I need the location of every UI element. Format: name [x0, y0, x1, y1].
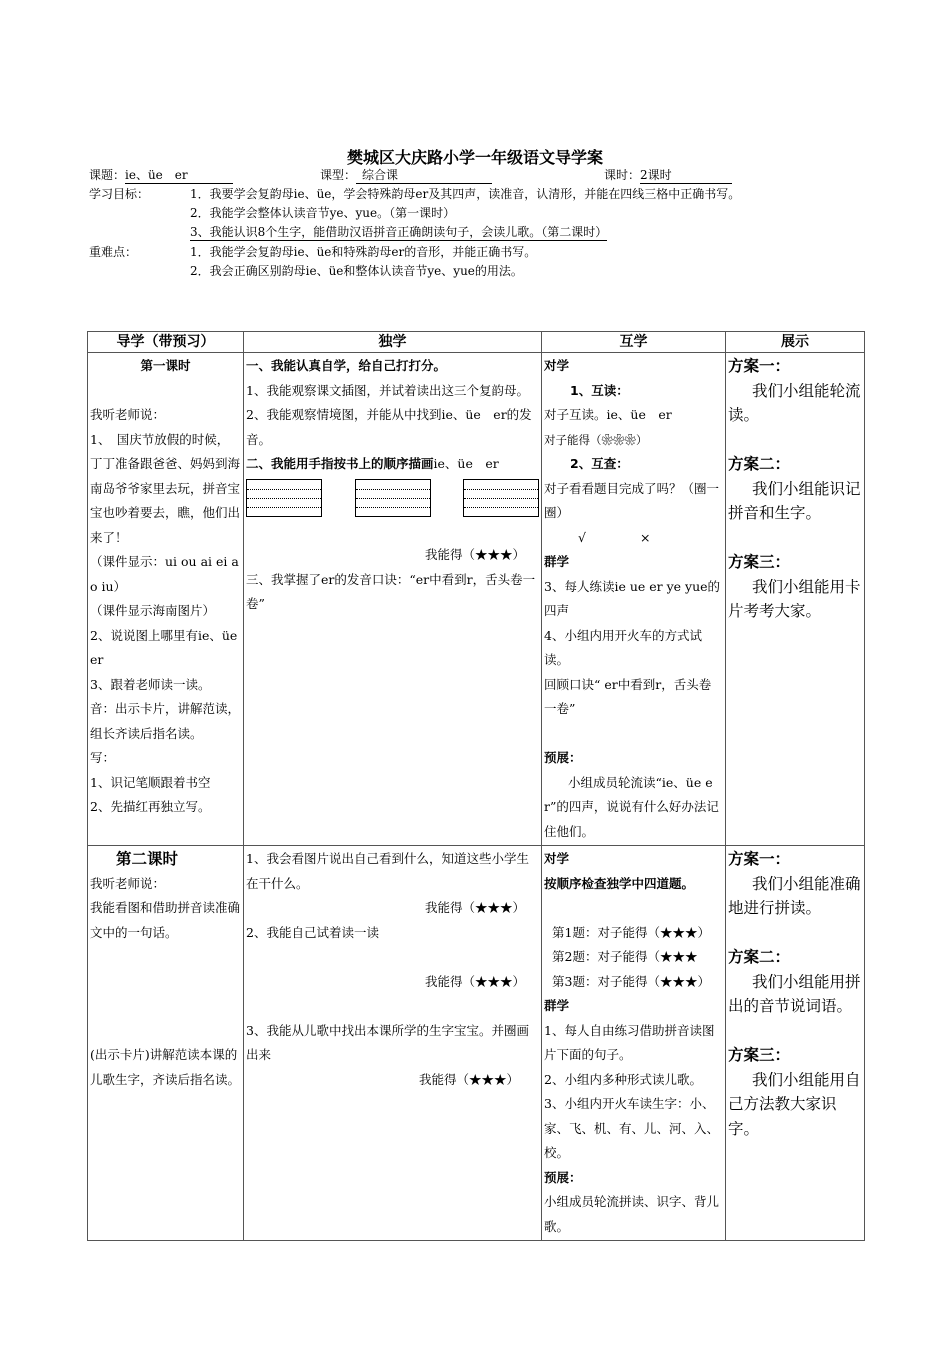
- pair-study-label: 对学: [544, 358, 570, 373]
- lesson-2-heading: 第二课时: [116, 850, 179, 868]
- preview-label: 预展：: [544, 1169, 582, 1185]
- hours-label: 课时：: [604, 168, 641, 182]
- self-score: 我能得（★★★）: [424, 900, 525, 915]
- key-point-1: 1．我能学会复韵母ie、üe和特殊韵母er的音形，并能正确书写。: [190, 245, 537, 259]
- type-value: 综合课: [356, 168, 492, 184]
- plan-label: 方案一：: [728, 850, 791, 868]
- plan-text: 我们小组能准确地进行拼读。: [728, 874, 861, 917]
- guide-line: （课件显示：ui ou ai ei ao iu）: [90, 554, 239, 594]
- guide-line: 我能看图和借助拼音读准确文中的一句话。: [90, 900, 241, 940]
- self-study-tail-text: ie、üe er: [433, 456, 499, 471]
- guide-line: (出示卡片)讲解范读本课的儿歌生字，齐读后指名读。: [90, 1047, 241, 1087]
- writing-grid-box: [246, 479, 322, 517]
- group-study-label: 群学: [544, 554, 570, 569]
- mutual-study-cell-2: [542, 846, 726, 1241]
- plan-label: 方案三：: [728, 553, 791, 571]
- guide-table: [87, 331, 865, 1241]
- type-line: [320, 166, 492, 185]
- guide-cell-2: [88, 846, 244, 1241]
- header-show: 展示: [726, 332, 865, 353]
- self-study-item: [246, 452, 539, 477]
- writing-grid-box: [355, 479, 431, 517]
- key-point-2: 2．我会正确区别韵母ie、üe和整体认读音节ye、yue的用法。: [190, 264, 523, 278]
- guide-line: （课件显示海南图片）: [90, 603, 216, 618]
- preview-text: 小组成员轮流读“ie、üe er”的四声，说说有什么好办法记住他们。: [544, 774, 719, 839]
- guide-line: 我听老师说：: [90, 407, 166, 422]
- hours-line: [604, 166, 732, 185]
- group-study-item: 1、每人自由练习借助拼音读图片下面的句子。: [544, 1022, 715, 1062]
- table-row-lesson-2: [88, 846, 865, 1241]
- hours-value: 2课时: [640, 168, 732, 184]
- pair-question-score: 第2题：对子能得（★★★: [552, 949, 698, 964]
- plan-label: 方案三：: [728, 1046, 791, 1064]
- plan-text: 我们小组能用卡片考考大家。: [728, 577, 861, 620]
- topic-label: 课题：: [89, 168, 126, 182]
- plan-text: 我们小组能用拼出的音节说词语。: [728, 972, 861, 1015]
- guide-line: 音：出示卡片，讲解范读，组长齐读后指名读。: [90, 701, 241, 741]
- guide-line: 1、识记笔顺跟着书空: [90, 774, 211, 790]
- plan-text: 我们小组能识记拼音和生字。: [728, 479, 861, 522]
- topic-line: [89, 166, 233, 185]
- plan-label: 方案二：: [728, 948, 791, 966]
- table-header-row: [88, 332, 865, 353]
- type-label: 课型：: [320, 168, 357, 182]
- key-label: 重难点：: [89, 245, 138, 259]
- check-cross-row: [544, 526, 723, 551]
- group-study-item: 回顾口诀“ er中看到r，舌头卷一卷”: [544, 676, 712, 716]
- guide-line: 2、先描红再独立写。: [90, 799, 211, 814]
- goal-2: 2．我能学会整体认读音节ye、yue。（第一课时）: [190, 206, 456, 220]
- mutual-study-cell-1: [542, 353, 726, 846]
- topic-value: ie、üe er: [125, 168, 233, 184]
- group-study-item: 2、小组内多种形式读儿歌。: [544, 1071, 702, 1087]
- guide-line: 我听老师说：: [90, 875, 166, 891]
- preview-text: 小组成员轮流拼读、识字、背儿歌。: [544, 1194, 720, 1234]
- guide-line: 1、 国庆节放假的时候，丁丁准备跟爸爸、妈妈到海南岛爷爷家里去玩，拼音宝宝也吵着要去，瞧，他们出来了！: [90, 431, 241, 545]
- pair-question-score: 第1题：对子能得（★★★）: [552, 924, 710, 940]
- self-score: 我能得（★★★）: [424, 547, 525, 562]
- self-study-item: 1、我能观察课文插图，并试着读出这三个复韵母。: [246, 382, 529, 398]
- goal-3-text: 3、我能认识8个生字，能借助汉语拼音正确朗读句子，会读儿歌。（第二课时）: [190, 225, 608, 239]
- preview-label: 预展：: [544, 750, 582, 765]
- pair-read-text: 对子互读。ie、üe er: [544, 407, 672, 422]
- writing-grid-row: [246, 479, 539, 519]
- guide-line: 3、跟着老师读一读。: [90, 676, 211, 692]
- group-study-label: 群学: [544, 998, 570, 1013]
- self-study-item: 1、我会看图片说出自己看到什么，知道这些小学生在干什么。: [246, 851, 529, 891]
- group-study-item: 3、小组内开火车读生字：小、家、飞、机、有、儿、河、入、校。: [544, 1096, 720, 1160]
- lesson-1-heading: 第一课时: [140, 358, 191, 373]
- goals-label: 学习目标：: [89, 187, 150, 201]
- header-mutual-study: 互学: [542, 332, 726, 353]
- pair-study-text: 按顺序检查独学中四道题。: [544, 875, 695, 891]
- pair-study-label: 对学: [544, 851, 570, 866]
- self-study-bold-text: 二、我能用手指按书上的顺序描画: [246, 456, 434, 471]
- plan-label: 方案一：: [728, 357, 791, 375]
- goal-1: 1．我要学会复韵母ie、üe，学会特殊韵母er及其四声，读准音，认清形，并能在四线三格中正确书写。: [190, 187, 741, 201]
- self-study-cell-2: [244, 846, 542, 1241]
- guide-line: 写：: [90, 750, 116, 765]
- self-study-item: 3、我能从儿歌中找出本课所学的生字宝宝。并圈画出来: [246, 1022, 529, 1062]
- plan-text: 我们小组能用自己方法教大家识字。: [728, 1070, 861, 1138]
- guide-cell-1: [88, 353, 244, 846]
- cross-mark: ×: [639, 529, 651, 545]
- plan-label: 方案二：: [728, 455, 791, 473]
- self-score: 我能得（★★★）: [418, 1071, 519, 1087]
- show-cell-1: [726, 353, 865, 846]
- pair-read-score: 对子能得（❀❀❀）: [544, 432, 648, 447]
- self-study-cell-1: [244, 353, 542, 846]
- self-study-heading: 一、我能认真自学，给自己打打分。: [246, 358, 447, 373]
- goal-3: [190, 223, 607, 242]
- pair-check-label: 2、互查：: [570, 456, 629, 471]
- pair-check-text: 对子看看题目完成了吗？（圈一圈）: [544, 480, 720, 520]
- guide-line: 2、说说图上哪里有ie、üe er: [90, 627, 238, 667]
- header-self-study: 独学: [244, 332, 542, 353]
- writing-grid-box: [463, 479, 539, 517]
- header-guide: 导学（带预习）: [88, 332, 244, 353]
- self-study-item: 三、我掌握了er的发音口诀：“er中看到r，舌头卷一卷”: [246, 571, 536, 611]
- show-cell-2: [726, 846, 865, 1241]
- table-row-lesson-1: [88, 353, 865, 846]
- self-study-item: 2、我能观察情境图，并能从中找到ie、üe er的发音。: [246, 407, 532, 447]
- group-study-item: 3、每人练读ie ue er ye yue的四声: [544, 578, 721, 618]
- pair-question-score: 第3题：对子能得（★★★）: [552, 973, 710, 989]
- group-study-item: 4、小组内用开火车的方式试读。: [544, 627, 702, 667]
- document-title: 樊城区大庆路小学一年级语文导学案: [346, 148, 603, 167]
- plan-text: 我们小组能轮流读。: [728, 381, 861, 424]
- self-study-item: 2、我能自己试着读一读: [246, 924, 379, 940]
- check-mark: √: [578, 529, 586, 545]
- pair-read-label: 1、互读：: [570, 382, 629, 398]
- self-score: 我能得（★★★）: [424, 973, 525, 989]
